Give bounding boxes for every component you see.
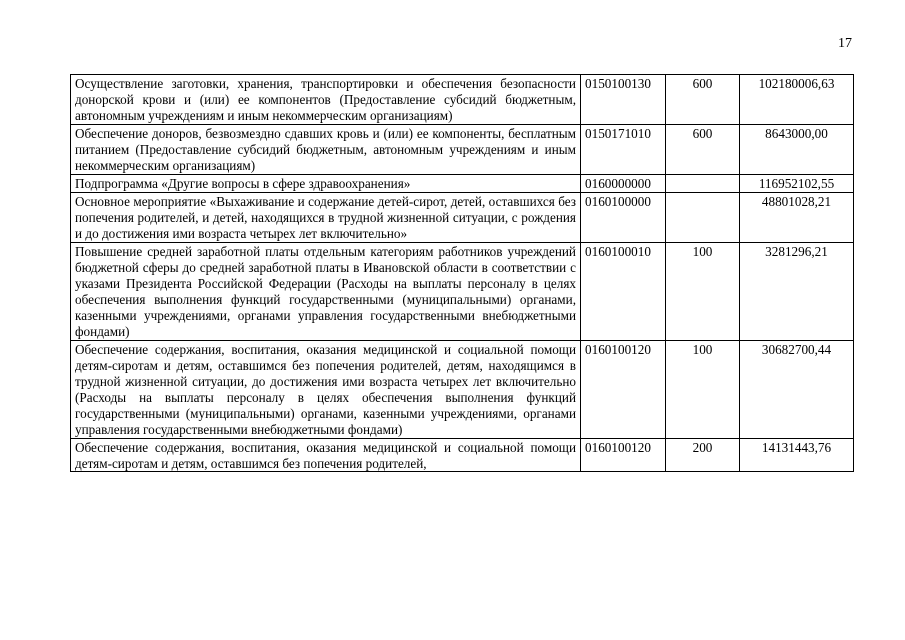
expense-type-cell xyxy=(666,175,740,193)
target-code-cell: 0160100120 xyxy=(581,341,666,439)
table-row xyxy=(71,75,854,125)
table-row xyxy=(71,439,854,472)
amount-cell: 102180006,63 xyxy=(740,75,854,125)
expense-name-cell: Осуществление заготовки, хранения, транспортировки и обеспечения безопасности донорской крови и (или) ее компонентов (Предоставление субсидий бюджетным, автономным учреждениям и иным некоммерческим организациям) xyxy=(71,75,581,125)
expense-type-cell: 600 xyxy=(666,125,740,175)
expense-name-text: Обеспечение содержания, воспитания, оказания медицинской и социальной помощи детям-сиротам и детям, оставшимся без попечения родителей, xyxy=(75,440,576,471)
amount-cell: 116952102,55 xyxy=(740,175,854,193)
expense-name-cell xyxy=(71,439,581,472)
page-number: 17 xyxy=(838,36,852,51)
table-row xyxy=(71,125,854,175)
amount-cell: 14131443,76 xyxy=(740,439,854,472)
target-code-cell: 0150100130 xyxy=(581,75,666,125)
target-code-cell: 0160100120 xyxy=(581,439,666,472)
table-row xyxy=(71,175,854,193)
target-code-cell: 0160100010 xyxy=(581,243,666,341)
expense-type-cell xyxy=(666,193,740,243)
table-row xyxy=(71,341,854,439)
budget-table xyxy=(70,74,854,472)
expense-type-cell: 600 xyxy=(666,75,740,125)
expense-type-cell: 200 xyxy=(666,439,740,472)
target-code-cell: 0160100000 xyxy=(581,193,666,243)
expense-type-cell: 100 xyxy=(666,341,740,439)
target-code-cell: 0160000000 xyxy=(581,175,666,193)
expense-name-cell: Подпрограмма «Другие вопросы в сфере здравоохранения» xyxy=(71,175,581,193)
amount-cell: 3281296,21 xyxy=(740,243,854,341)
table-row xyxy=(71,193,854,243)
amount-cell: 30682700,44 xyxy=(740,341,854,439)
amount-cell: 8643000,00 xyxy=(740,125,854,175)
expense-name-cell: Повышение средней заработной платы отдельным категориям работников учреждений бюджетной сферы до средней заработной платы в Ивановской области в соответствии с указами Президента Российской Федерации (Расходы на выплаты персоналу в целях обеспечения выполнения функций государственными (муниципальными) органами, казенными учреждениями, органами управления государственными внебюджетными фондами) xyxy=(71,243,581,341)
expense-name-cell: Обеспечение содержания, воспитания, оказания медицинской и социальной помощи детям-сиротам и детям, оставшимся без попечения родителей, детям, находящимся в трудной жизненной ситуации, до достижения ими возраста четырех лет включительно (Расходы на выплаты персоналу в целях обеспечения выполнения функций государственными (муниципальными) органами, казенными учреждениями, органами управления государственными внебюджетными фондами) xyxy=(71,341,581,439)
table-row xyxy=(71,243,854,341)
amount-cell: 48801028,21 xyxy=(740,193,854,243)
expense-name-cell: Основное мероприятие «Выхаживание и содержание детей-сирот, детей, оставшихся без попечения родителей, и детей, находящихся в трудной жизненной ситуации, с рождения и до достижения ими возраста четырех лет включительно» xyxy=(71,193,581,243)
target-code-cell: 0150171010 xyxy=(581,125,666,175)
expense-type-cell: 100 xyxy=(666,243,740,341)
expense-name-cell: Обеспечение доноров, безвозмездно сдавших кровь и (или) ее компоненты, бесплатным питанием (Предоставление субсидий бюджетным, автономным учреждениям и иным некоммерческим организациям) xyxy=(71,125,581,175)
